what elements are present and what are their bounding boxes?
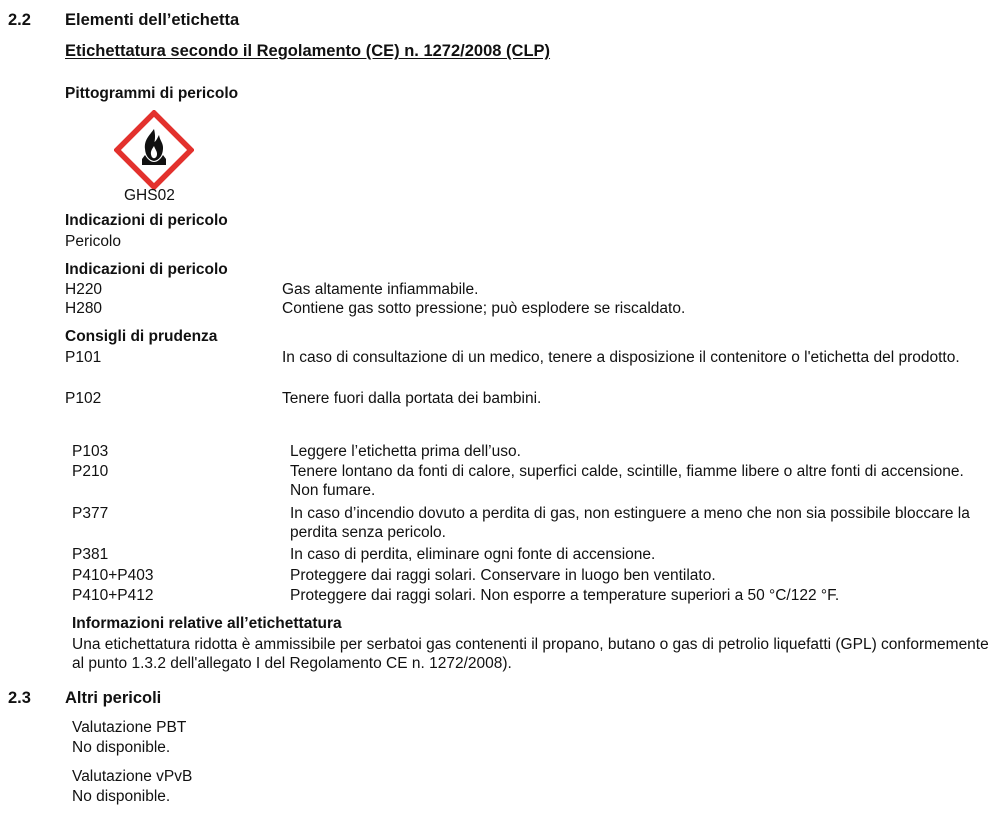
precaution-text: In caso di perdita, eliminare ogni fonte di accensione. <box>290 546 656 563</box>
precaution-code: P103 <box>72 443 109 460</box>
labelling-info-heading: Informazioni relative all’etichettatura <box>72 615 342 632</box>
section-number-2-2: 2.2 <box>8 11 31 29</box>
precaution-text: In caso di consultazione di un medico, tenere a disposizione il contenitore o l'etichetta del prodotto. <box>282 349 960 366</box>
signal-word: Pericolo <box>65 233 121 250</box>
vpvb-value: No disponible. <box>72 788 171 805</box>
section-title-2-3: Altri pericoli <box>65 689 162 707</box>
hazard-heading: Indicazioni di pericolo <box>65 261 228 278</box>
section-number-2-3: 2.3 <box>8 689 31 707</box>
precaution-text: In caso d’incendio dovuto a perdita di gas, non estinguere a meno che non sia possibile bloccare la perdita senza pericolo. <box>290 505 970 541</box>
section-title-2-2: Elementi dell’etichetta <box>65 11 240 29</box>
precaution-code: P102 <box>65 390 102 407</box>
precaution-text: Proteggere dai raggi solari. Conservare in luogo ben ventilato. <box>290 567 716 584</box>
hazard-code: H220 <box>65 281 103 298</box>
vpvb-label: Valutazione vPvB <box>72 768 193 785</box>
signal-heading: Indicazioni di pericolo <box>65 212 228 229</box>
precaution-code: P210 <box>72 463 109 480</box>
clp-subtitle: Etichettatura secondo il Regolamento (CE) n. 1272/2008 (CLP) <box>65 42 551 60</box>
pictogram-code: GHS02 <box>124 187 175 204</box>
labelling-info-text: Una etichettatura ridotta è ammissibile per serbatoi gas contenenti il propano, butano o gas di petrolio liquefatti (GPL) conformemente al punto 1.3.2 dell'allegato I del Regolamento CE n. 1272/2008). <box>72 636 989 672</box>
pictograms-heading: Pittogrammi di pericolo <box>65 85 239 102</box>
precaution-text: Tenere lontano da fonti di calore, superfici calde, scintille, fiamme libere o altre fonti di accensione. Non fumare. <box>290 463 964 499</box>
precaution-code: P381 <box>72 546 109 563</box>
ghs02-pictogram <box>114 110 194 190</box>
hazard-code: H280 <box>65 300 103 317</box>
precaution-heading: Consigli di prudenza <box>65 328 218 345</box>
precaution-text: Leggere l’etichetta prima dell’uso. <box>290 443 521 460</box>
precaution-text: Proteggere dai raggi solari. Non esporre a temperature superiori a 50 °C/122 °F. <box>290 587 840 604</box>
pbt-value: No disponible. <box>72 739 171 756</box>
precaution-code: P101 <box>65 349 102 366</box>
precaution-code: P410+P403 <box>72 567 154 584</box>
precaution-code: P410+P412 <box>72 587 154 604</box>
pbt-label: Valutazione PBT <box>72 719 187 736</box>
hazard-text: Gas altamente infiammabile. <box>282 281 479 298</box>
hazard-text: Contiene gas sotto pressione; può esplodere se riscaldato. <box>282 300 686 317</box>
precaution-code: P377 <box>72 505 109 522</box>
precaution-text: Tenere fuori dalla portata dei bambini. <box>282 390 542 407</box>
